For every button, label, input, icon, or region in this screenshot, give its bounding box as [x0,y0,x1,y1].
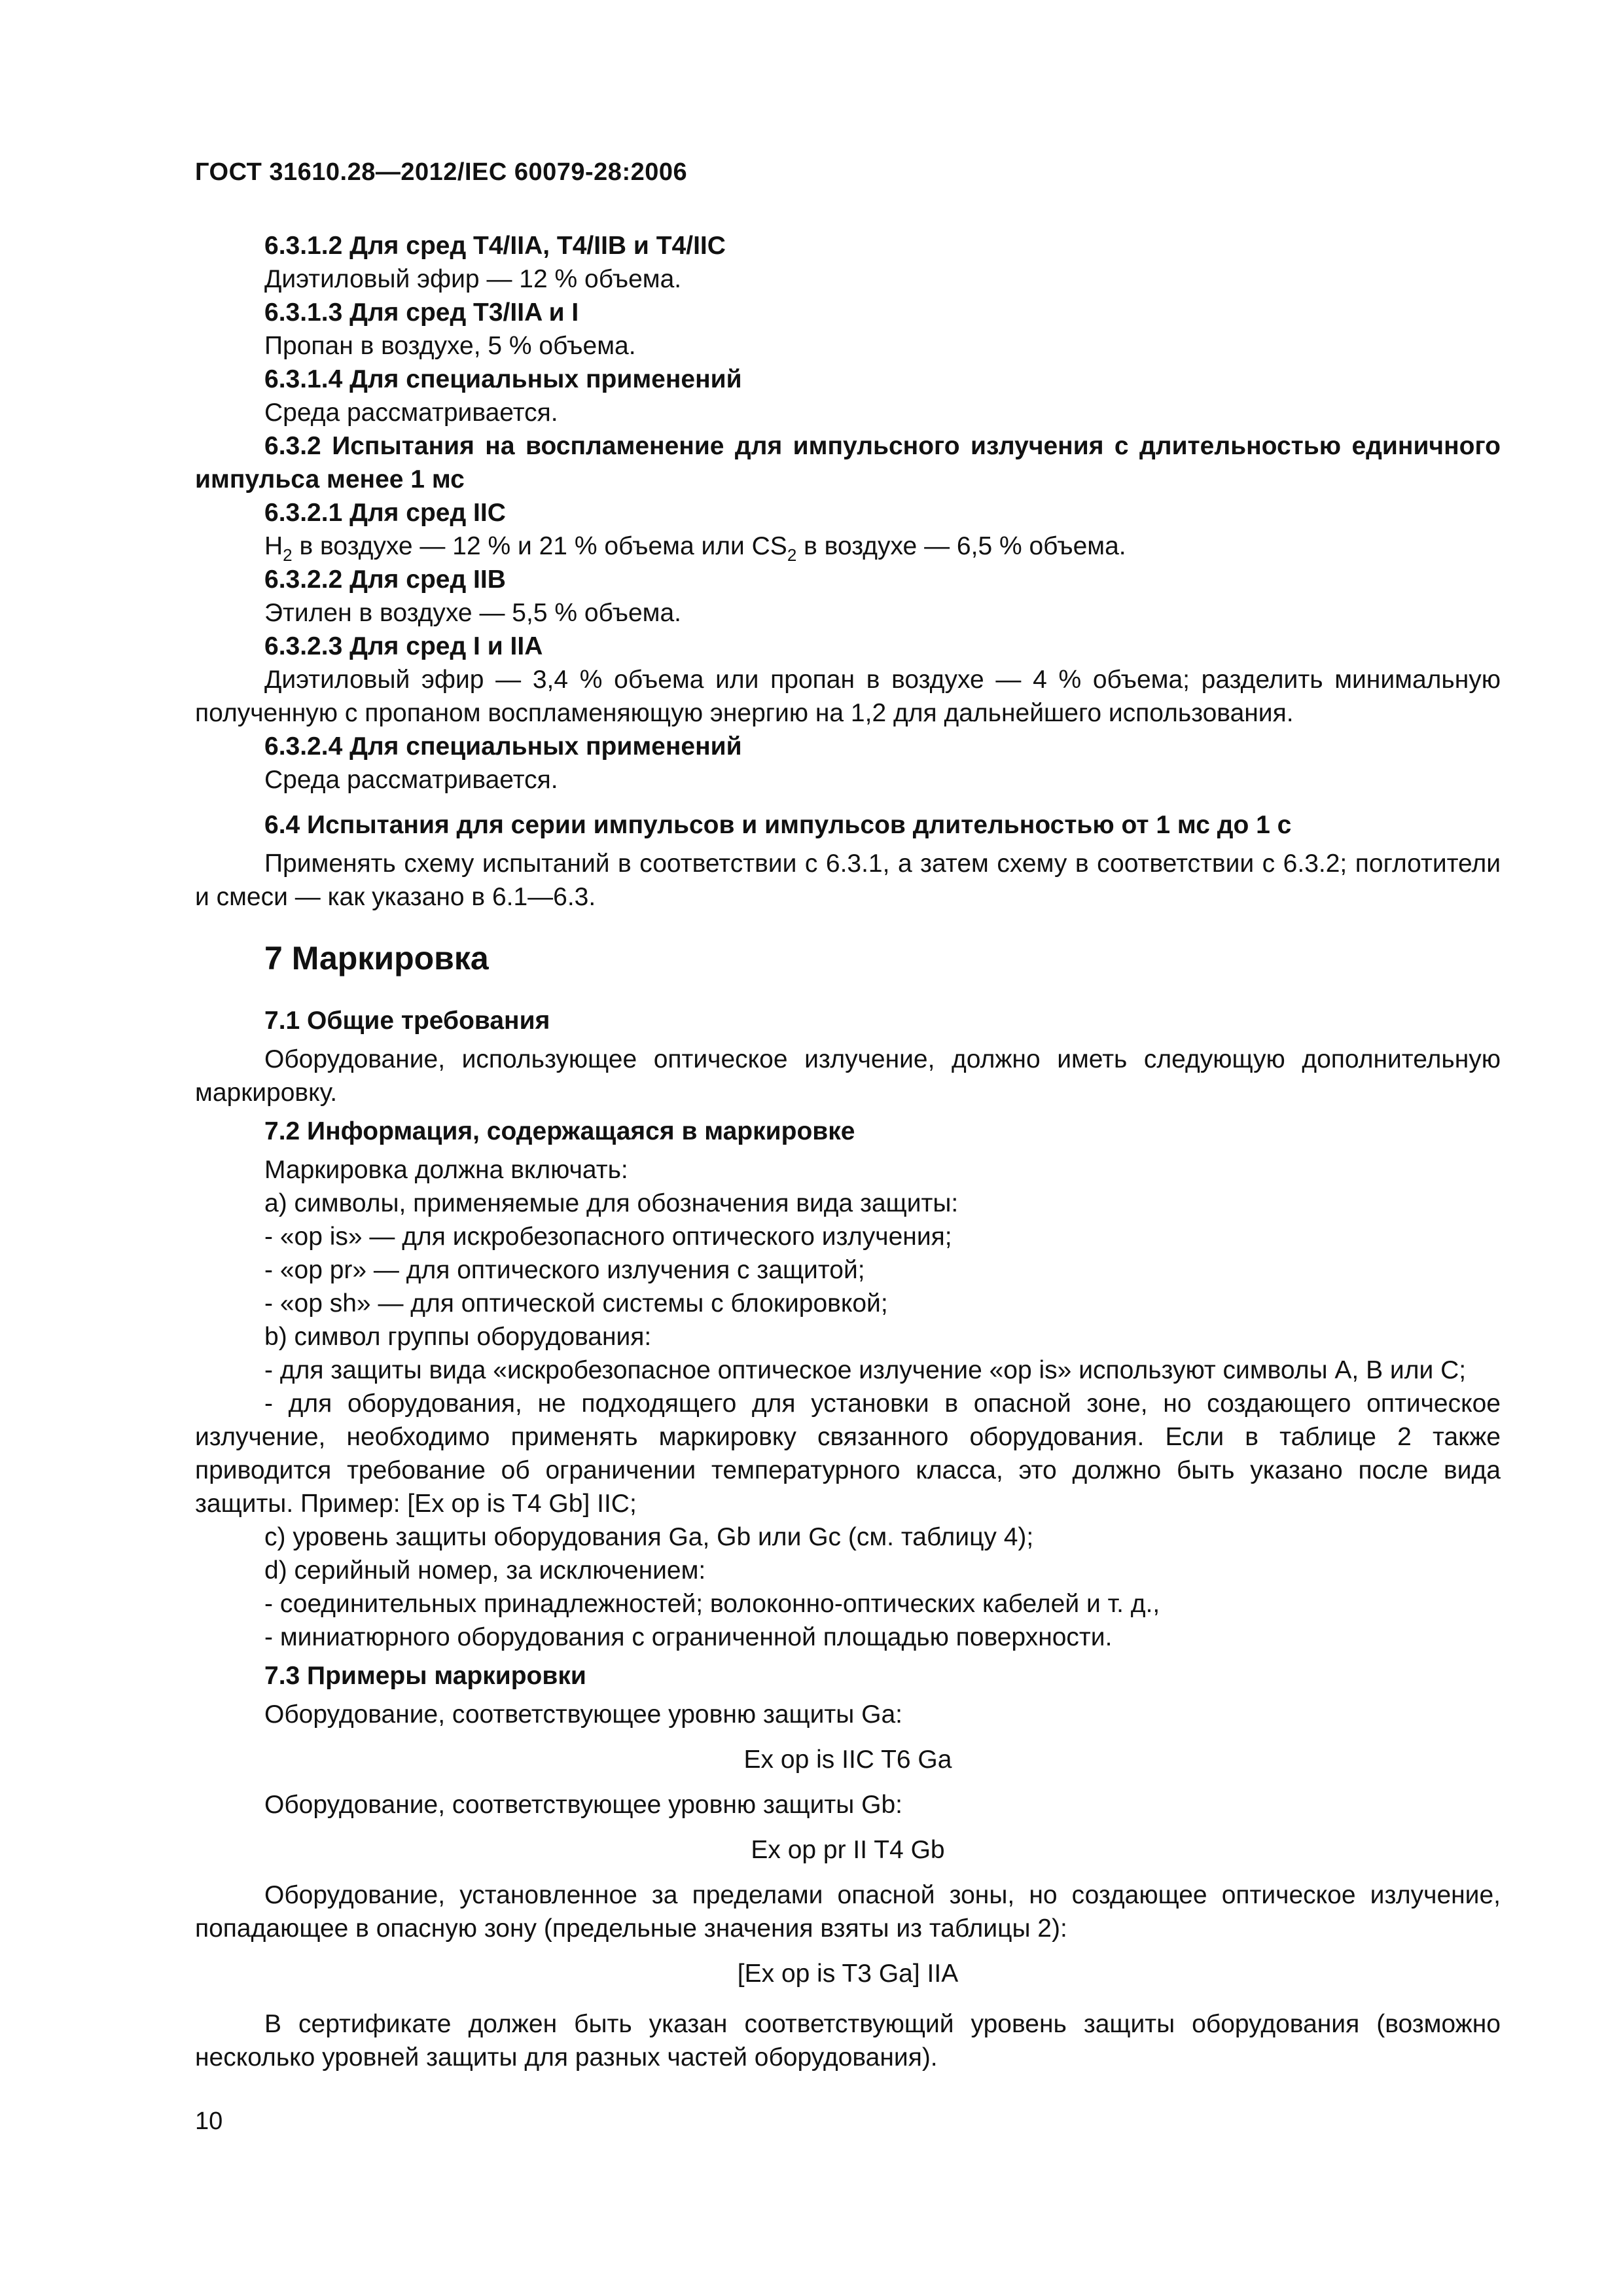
section-6-3-2-2-title: 6.3.2.2 Для сред IIB [264,565,506,594]
section-6-3-2-1-text: $H_2$ в воздухе — 12 % и 21 % объема или $CS_2$ в воздухе — 6,5 % объема. [264,532,1126,565]
document-header: ГОСТ 31610.28—2012/IEC 60079-28:2006 [195,158,688,186]
section-7-1-text: Оборудование, использующее оптическое излучение, должно иметь следующую дополнительную маркировку. [195,1045,1501,1107]
marking-paragraph: - для защиты вида «искробезопасное оптическое излучение «op is» используют символы А, В или С; [264,1356,1467,1384]
certificate-note: В сертификате должен быть указан соответствующий уровень защиты оборудования (возможно несколько уровней защиты для разных частей оборудования). [195,2010,1501,2072]
marking-list-item: с) уровень защиты оборудования Ga, Gb или Gc (см. таблицу 4); [264,1523,1034,1551]
marking-list-item: - соединительных принадлежностей; волоконно-оптических кабелей и т. д., [264,1590,1160,1618]
section-6-3-1-2-title: 6.3.1.2 Для сред Т4/IIA, Т4/IIB и Т4/IIC [264,232,726,260]
document-body [195,229,1501,2074]
section-6-3-2-3-text: Диэтиловый эфир — 3,4 % объема или пропан в воздухе — 4 % объема; разделить минимальную полученную с пропаном воспламеняющую энергию на 1,2 для дальнейшего использования. [195,666,1501,727]
section-7-2-title: 7.2 Информация, содержащаяся в маркировке [264,1117,855,1145]
section-6-3-1-4-text: Среда рассматривается. [264,399,558,427]
section-6-3-2-4-text: Среда рассматривается. [264,766,558,794]
section-6-4-text: Применять схему испытаний в соответствии с 6.3.1, а затем схему в соответствии с 6.3.2; поглотители и смеси — как указано в 6.1—6.3. [195,850,1501,911]
section-6-3-2-title: 6.3.2 Испытания на воспламенение для импульсного излучения с длительностью единичного импульса менее 1 мс [195,432,1501,493]
marking-list-item: - «op is» — для искробезопасного оптического излучения; [264,1223,952,1251]
section-7-heading: 7 Маркировка [264,940,489,977]
marking-list-item: d) серийный номер, за исключением: [264,1556,706,1585]
section-6-3-2-1-title: 6.3.2.1 Для сред IIC [264,499,506,527]
marking-list-item: а) символы, применяемые для обозначения вида защиты: [264,1189,959,1217]
example-3-text: Оборудование, установленное за пределами опасной зоны, но создающее оптическое излучение, попадающее в опасную зону (предельные значения взяты из таблицы 2): [195,1881,1501,1943]
section-7-3-title: 7.3 Примеры маркировки [264,1662,586,1690]
example-2-marking: Ex op pr II T4 Gb [751,1836,945,1864]
section-6-3-2-2-text: Этилен в воздухе — 5,5 % объема. [264,599,681,627]
section-6-3-1-4-title: 6.3.1.4 Для специальных применений [264,365,742,393]
marking-list-item: - «op pr» — для оптического излучения с защитой; [264,1256,865,1284]
section-6-3-1-3-text: Пропан в воздухе, 5 % объема. [264,332,636,360]
section-6-3-2-4-title: 6.3.2.4 Для специальных применений [264,732,742,761]
example-1-text: Оборудование, соответствующее уровню защиты Ga: [264,1700,902,1729]
section-6-3-1-2-text: Диэтиловый эфир — 12 % объема. [264,265,682,293]
example-3-marking: [Ex op is T3 Ga] IIA [737,1960,959,1988]
example-2-text: Оборудование, соответствующее уровню защиты Gb: [264,1791,902,1819]
section-6-3-2-3-title: 6.3.2.3 Для сред I и IIA [264,632,543,660]
example-1-marking: Ex op is IIC T6 Ga [743,1746,952,1774]
section-6-3-1-3-title: 6.3.1.3 Для сред Т3/IIA и I [264,298,579,327]
marking-list-item: - «op sh» — для оптической системы с блокировкой; [264,1289,888,1318]
marking-paragraph: - для оборудования, не подходящего для установки в опасной зоне, но создающего оптическое излучение, необходимо применять маркировку связанного оборудования. Если в таблице 2 также приводится требование об ограничении температурного класса, это должно быть указано после вида защиты. Пример: [Ex op is T4 Gb] IIC; [195,1390,1501,1518]
marking-list-item: - миниатюрного оборудования с ограниченной площадью поверхности. [264,1623,1113,1651]
marking-list-item: Маркировка должна включать: [264,1156,628,1184]
section-6-4-title: 6.4 Испытания для серии импульсов и импульсов длительностью от 1 мс до 1 с [264,811,1292,839]
page-number: 10 [195,2108,223,2135]
section-7-1-title: 7.1 Общие требования [264,1007,550,1035]
marking-list-item: b) символ группы оборудования: [264,1323,652,1351]
